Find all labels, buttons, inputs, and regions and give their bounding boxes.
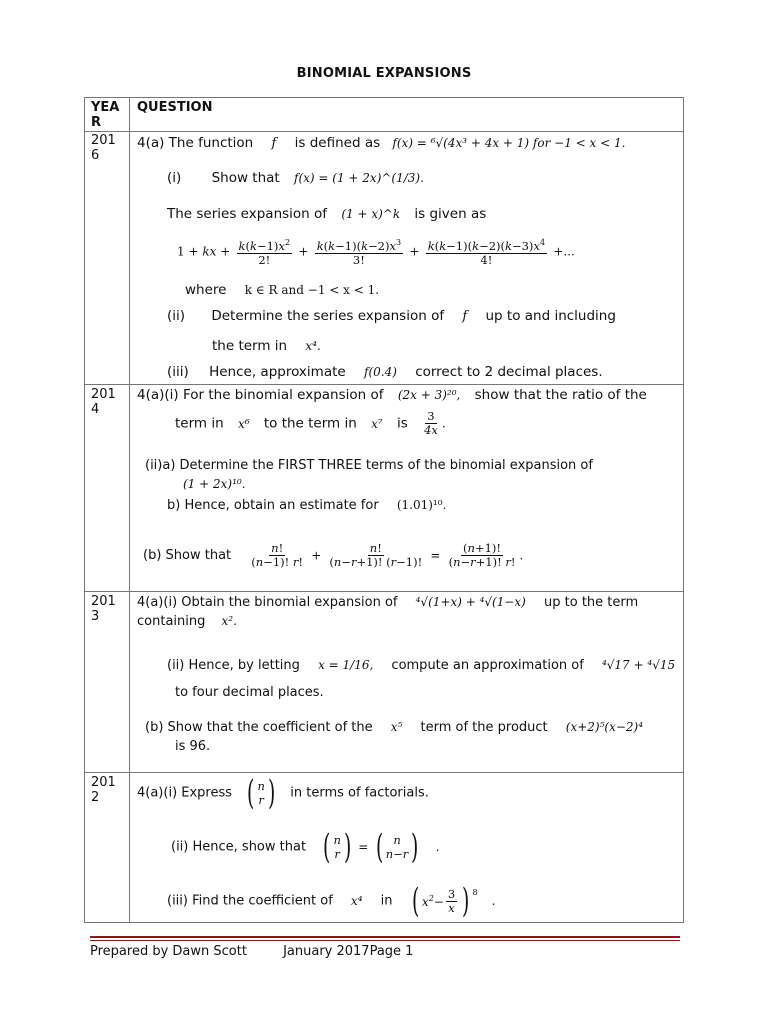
q2016-where: where k ∈ R and −1 < x < 1. xyxy=(185,282,380,298)
page-footer xyxy=(90,944,413,959)
footer-date: January 2017 xyxy=(283,944,370,959)
footer-rule xyxy=(90,936,680,938)
column-divider xyxy=(129,98,130,922)
q2016-line-a: 4(a) The function f is defined as f(x) = ⁶√(4x³ + 4x + 1) for −1 < x < 1. xyxy=(137,135,626,151)
year-2012: 201 2 xyxy=(91,775,116,805)
q2013-line-a: 4(a)(i) Obtain the binomial expansion of ⁴√(1+x) + ⁴√(1−x) up to the term xyxy=(137,595,639,610)
header-year: YEA R xyxy=(91,100,120,130)
questions-table xyxy=(84,97,684,923)
row-divider xyxy=(85,384,683,385)
q2013-containing: containing x². xyxy=(137,614,237,629)
q2013-four-decimal: to four decimal places. xyxy=(175,685,324,700)
q2012-part-iii: (iii) Find the coefficient of x⁴ in ( $x^2-$ $\frac{3}{x}$ ) $^8$ . xyxy=(167,881,496,921)
q2014-expr2: (1 + 2x)¹⁰. xyxy=(183,477,246,491)
q2016-part-iii: (iii) Hence, approximate f(0.4) correct to 2 decimal places. xyxy=(167,364,603,380)
q2014-ratio-line: term in x⁶ to the term in x⁷ is $\frac{3}{4x}$ . xyxy=(175,409,446,437)
q2013-part-ii: (ii) Hence, by letting x = 1/16, compute an approximation of ⁴√17 + ⁴√15 xyxy=(167,658,676,673)
row-divider xyxy=(85,772,683,773)
footer-author: Prepared by Dawn Scott xyxy=(90,944,247,959)
q2013-is96: is 96. xyxy=(175,739,211,754)
q2012-part-ii: (ii) Hence, show that ( n r ) = ( n n−r ) . xyxy=(171,827,440,867)
q2016-part-i: (i) Show that f(x) = (1 + 2x)^(1/3). xyxy=(167,170,424,186)
footer-page: Page 1 xyxy=(369,944,414,959)
q2012-line-a: 4(a)(i) Express ( n r ) in terms of factorials. xyxy=(137,773,429,813)
footer-rule-thin xyxy=(90,940,680,941)
q2016-term-x4: the term in x⁴. xyxy=(212,338,321,354)
q2014-part-iia: (ii)a) Determine the FIRST THREE terms of the binomial expansion of xyxy=(145,458,593,473)
year-2013: 201 3 xyxy=(91,594,116,624)
q2014-line-a: 4(a)(i) For the binomial expansion of (2x + 3)²⁰, show that the ratio of the xyxy=(137,387,647,403)
q2016-part-ii: (ii) Determine the series expansion of f up to and including xyxy=(167,308,616,324)
q2014-part-b: b) Hence, obtain an estimate for (1.01)¹⁰. xyxy=(167,498,447,513)
header-question: QUESTION xyxy=(137,100,213,115)
q2016-expansion: 1 + kx + $\frac{k(k-1)x^2}{2!}$ + $\frac{k(k-1)(k-2)x^3}{3!}$ + $\frac{k(k-1)(k-2)(k-3)x^4}{4!}$ +... xyxy=(177,238,575,267)
q2013-part-b: (b) Show that the coefficient of the x⁵ term of the product (x+2)⁵(x−2)⁴ xyxy=(145,720,644,735)
header-divider xyxy=(85,131,683,132)
row-divider xyxy=(85,591,683,592)
year-2016: 201 6 xyxy=(91,133,116,163)
q2016-series-line: The series expansion of (1 + x)^k is given as xyxy=(167,206,487,222)
year-2014: 201 4 xyxy=(91,387,116,417)
document-title: BINOMIAL EXPANSIONS xyxy=(296,66,472,81)
q2014-show-identity: (b) Show that $\frac{n!}{(n-1)! r!}$ + $\frac{n!}{(n-r+1)! (r-1)!}$ = $\frac{(n+1)!}{(n-r+1)! r!}$ . xyxy=(143,541,524,569)
